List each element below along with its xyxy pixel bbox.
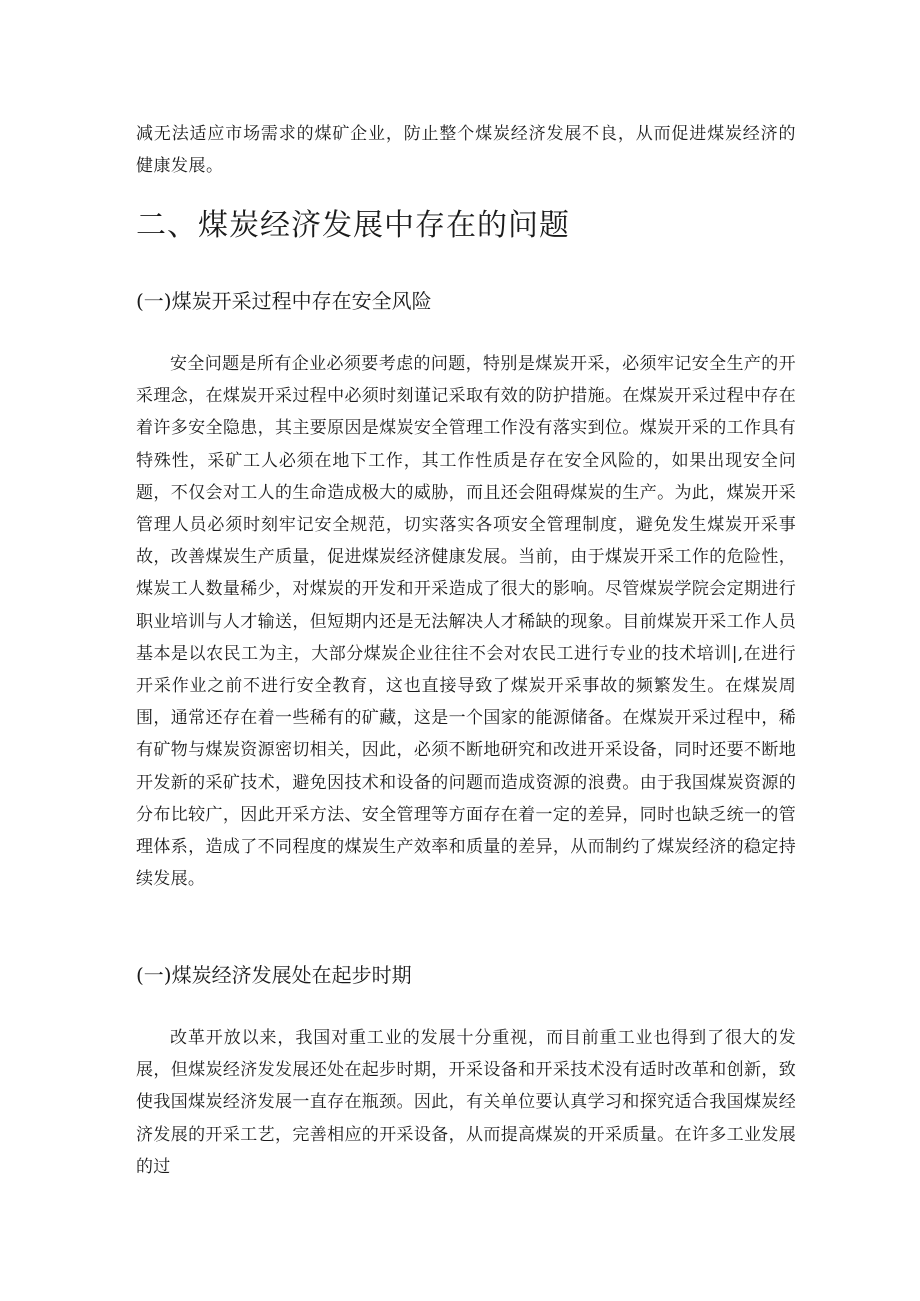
subsection-heading-safety: (一)煤炭开采过程中存在安全风险 <box>136 289 432 313</box>
intro-paragraph: 减无法适应市场需求的煤矿企业，防止整个煤炭经济发展不良，从而促进煤炭经济的健康发展。 <box>136 124 796 176</box>
body-paragraph-safety: 安全问题是所有企业必须要考虑的问题，特别是煤炭开采，必须牢记安全生产的开采理念，在煤炭开采过程中必须时刻谨记采取有效的防护措施。在煤炭开采过程中存在着许多安全隐患，其主要原因是煤炭安全管理工作没有落实到位。煤炭开采的工作具有特殊性，采矿工人必须在地下工作，其工作性质是存在安全风险的，如果出现安全问题，不仅会对工人的生命造成极大的威胁，而且还会阻碍煤炭的生产。为此，煤炭开采管理人员必须时刻牢记安全规范，切实落实各项安全管理制度，避免发生煤炭开采事故，改善煤炭生产质量，促进煤炭经济健康发展。当前，由于煤炭开采工作的危险性，煤炭工人数量稀少，对煤炭的开发和开采造成了很大的影响。尽管煤炭学院会定期进行职业培训与人才输送，但短期内还是无法解决人才稀缺的现象。目前煤炭开采工作人员基本是以农民工为主，大部分煤炭企业往往不会对农民工进行专业的技术培训|,在进行开采作业之前不进行安全教育，这也直接导致了煤炭开采事故的频繁发生。在煤炭周围，通常还存在着一些稀有的矿藏，这是一个国家的能源储备。在煤炭开采过程中，稀有矿物与煤炭资源密切相关，因此，必须不断地研究和改进开采设备，同时还要不断地开发新的采矿技术，避免因技术和设备的问题而造成资源的浪费。由于我国煤炭资源的分布比较广，因此开采方法、安全管理等方面存在着一定的差异，同时也缺乏统一的管理体系，造成了不同程度的煤炭生产效率和质量的差异，从而制约了煤炭经济的稳定持续发展。 <box>136 354 796 890</box>
section-heading: 二、煤炭经济发展中存在的问题 <box>136 208 570 243</box>
body-paragraph-early-stage: 改革开放以来，我国对重工业的发展十分重视，而目前重工业也得到了很大的发展，但煤炭经济发发展还处在起步时期，开采设备和开采技术没有适时改革和创新，致使我国煤炭经济发展一直存在瓶颈。因此，有关单位要认真学习和探究适合我国煤炭经济发展的开采工艺，完善相应的开采设备，从而提高煤炭的开采质量。在许多工业发展的过 <box>136 1028 796 1177</box>
subsection-heading-early-stage: (一)煤炭经济发展处在起步时期 <box>136 963 412 987</box>
